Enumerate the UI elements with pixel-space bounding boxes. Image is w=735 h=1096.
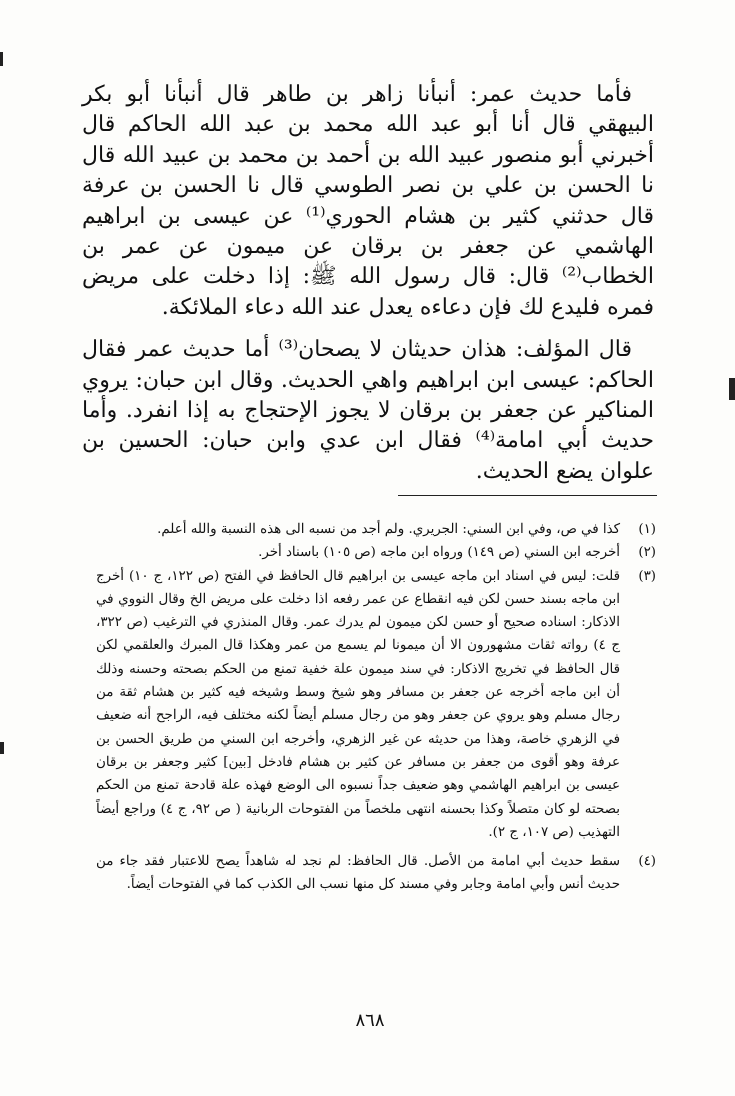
- footnote-text: أخرجه ابن السني (ص ١٤٩) ورواه ابن ماجه (ص ١٠٥) باسناد أخر.: [258, 545, 620, 561]
- scan-mark-right: [729, 378, 735, 400]
- page-number: ٨٦٨: [355, 1010, 385, 1031]
- scan-mark-left: [0, 742, 4, 754]
- footnote-number: (٤): [638, 854, 656, 870]
- footnote-text: قلت: ليس في اسناد ابن ماجه عيسى بن ابراهيم قال الحافظ في الفتح (ص ١٢٢، ج ١٠) أخرج ابن ماجه بسند حسن لكن فيه انقطاع عن عمر رفعه اذا دخلت على مريض الخ وقال النووي في الاذكار: اسناده صحيح أو حسن لكن ميمون لم يدرك عمر. وقال المنذري في الترغيب (ص ٣٢٢، ج ٤) رواته ثقات مشهورون الا أن ميمونا لم يسمع من عمر وهكذا قال المبرك والعلقمي لكن قال الحافظ في تخريج الاذكار: في سند ميمون علة خفية تمنع من الحكم بصحته وحسنه وذلك أن ابن ماجه أخرجه عن جعفر بن مسافر وهو شيخ وسط وشيخه فيه كثير بن هشام ثقة من رجال مسلم وهو يروي عن جعفر وهو من رجال مسلم أيضاً لكنه مختلف فيه، الراجح أنه ضعيف في الزهري خاصة، وهذا من حديثه عن غير الزهري، وأخرجه ابن السني من طريق الحسن بن عرفة وهو أقوى من جعفر بن مسافر عن كثير بن هشام فادخل [بين] كثير وجعفر بن برقان عيسى بن ابراهيم الهاشمي وهو ضعيف جداً نسبوه الى الوضع فهذه علة قادحة تمنع من الحكم بصحته لو كان متصلاً وكذا بحسنه انتهى ملخصاً من الفتوحات الربانية ( ص ٩٢، ج ٤) وراجع أيضاً التهذيب (ص ١٠٧، ج ٢).: [96, 568, 621, 840]
- footnote-separator: [398, 495, 657, 496]
- footnotes: [96, 518, 656, 897]
- footnote-3: [96, 565, 656, 845]
- footnote-text: كذا في ص، وفي ابن السني: الجريري. ولم أجد من نسبه الى هذه النسبة والله أعلم.: [157, 522, 620, 537]
- footnote-number: (١): [638, 522, 656, 537]
- main-text: [82, 80, 654, 487]
- footnote-1: [96, 518, 656, 541]
- footnote-text: سقط حديث أبي امامة من الأصل. قال الحافظ: لم نجد له شاهداً يصح للاعتبار فقد جاء من حديث أنس وأبي امامة وجابر وفي مسند كل منها نسب الى الكذب كما في الفتوحات أيضاً.: [96, 854, 620, 893]
- paragraph-author-comment: قال المؤلف: هذان حديثان لا يصحان⁽³⁾ أما حديث عمر فقال الحاكم: عيسى ابن ابراهيم واهي الحديث. وقال ابن حبان: يروي المناكير عن جعفر بن برقان لا يجوز الإحتجاج به إذا انفرد. وأما حديث أبي امامة⁽⁴⁾ فقال ابن عدي وابن حبان: الحسين بن علوان يضع الحديث.: [82, 337, 654, 484]
- footnote-number: (٢): [638, 545, 656, 561]
- scan-mark-top-left: [0, 52, 3, 66]
- footnote-4: [96, 850, 656, 897]
- footnote-2: [96, 541, 656, 564]
- footnote-number: (٣): [638, 568, 656, 584]
- paragraph-hadith-umar: فأما حديث عمر: أنبأنا زاهر بن طاهر قال أنبأنا أبو بكر البيهقي قال أنا أبو عبد الله محمد بن عبد الله الحاكم قال أخبرني أبو منصور عبيد الله بن أحمد بن محمد بن عبيد الله قال نا الحسن بن علي بن نصر الطوسي قال نا الحسن بن عرفة قال حدثني كثير بن هشام الحوري⁽¹⁾ عن عيسى بن ابراهيم الهاشمي عن جعفر بن برقان عن ميمون عن عمر بن الخطاب⁽²⁾ قال: قال رسول الله ﷺ: إذا دخلت على مريض فمره فليدع لك فإن دعاءه يعدل عند الله دعاء الملائكة.: [82, 82, 655, 320]
